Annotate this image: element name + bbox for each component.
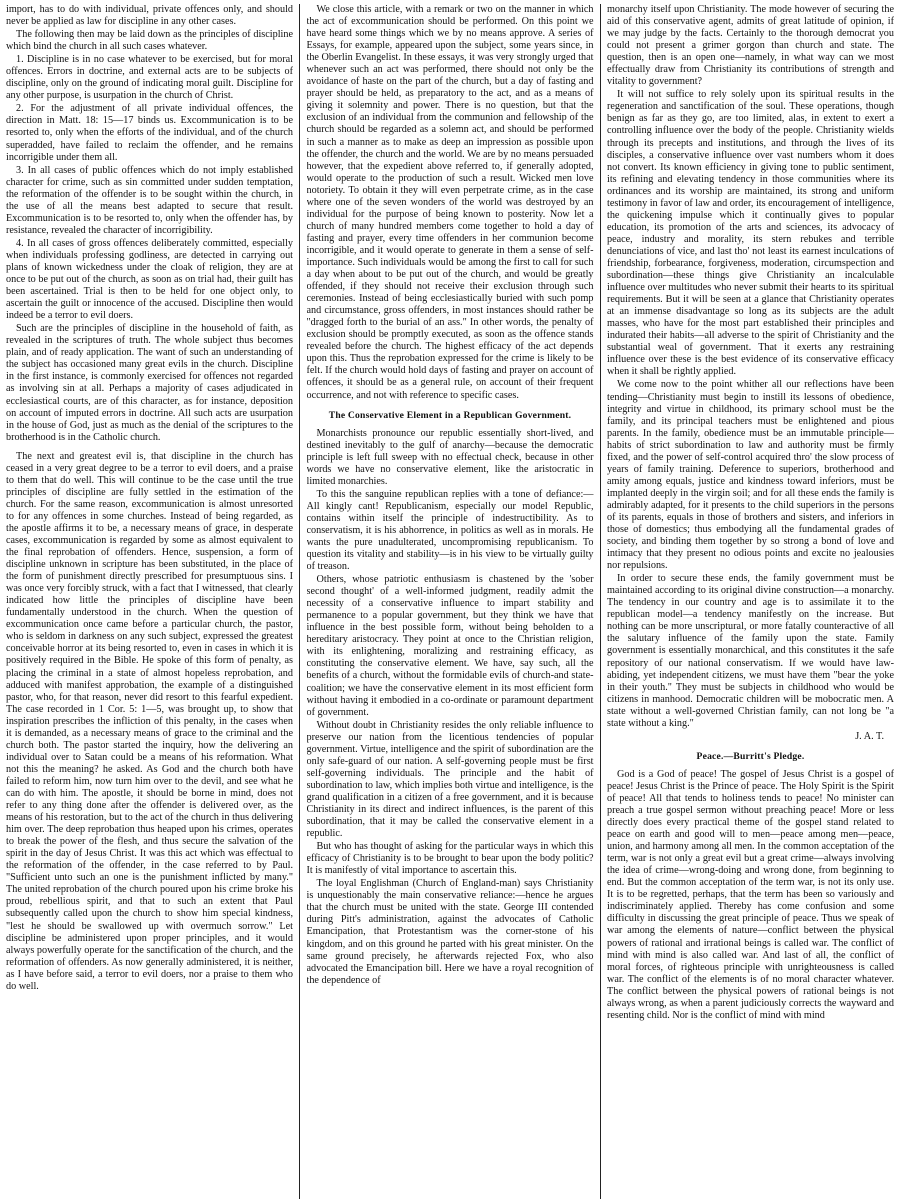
paragraph: import, has to do with individual, private offences only, and should never be applied as law for discipline in any other cases. [6,4,293,28]
paragraph: It will not suffice to rely solely upon its spiritual results in the regeneration and sanctification of the soul. These operations, though benign as far as they go, are too limited, alas, in extent to exert a controlling influence over the body of the people. Christianity wields through its precepts and institutions, and through the lives of its disciples, a conservative influence over vast numbers whom it does not convert. Its known efficiency in giving tone to public sentiment, its refining and elevating tendency in those communities where its ordinances and its worship are maintained, its strong and uniform testimony in favor of law and order, its encouragement of intelligence, the quickening impulse which it continually gives to popular education, its promotion of the arts and sciences, its advocacy of peace, industry and morality, its stern rebukes and terrible denunciations of vice, and last tho' not least its earnest inculcations of friendship, forbearance, forgiveness, moderation, circumspection and subordination—these things give Christianity an incalculable influence over multitudes who never submit their hearts to its spiritual requirements. But it will be seen at a glance that Christianity operates at an immense disadvantage so long as its subjects are the adult masses, who have for the most part established their principles and indurated their habits—all adverse to the spirit of Christianity and the substantial weal of government. That it exerts any restraining influence over these is the best evidence of its conservative efficacy when it shall be rightly applied. [607,89,894,378]
paragraph: The next and greatest evil is, that discipline in the church has ceased in a very great degree to be a terror to evil doers, and a praise to them that do well. This will continue to be the case until the true principles of discipline are fully settled in the estimation of the church. For the same reason, excommunication is almost unresorted to for any offences in some churches. Instead of being regarded, as the apostle affirms it to be, a necessary means of grace, in desperate cases, excommunication is regarded by some as almost equivalent to the final reprobation of offenders. Hence, suspension, a form of discipline unknown in scripture has been substituted, in the place of the form of punishment directly prescribed for presumptuous sins. I was once very forcibly struck, with a fact that I witnessed, that clearly indicated how little the principles of discipline have been fundamentally understood in the church. When the question of excommunication once came before a particular church, the pastor, who is seldom in darkness on any such subject, expressed the greatest conceivable horror at its being resorted to, even in cases in which it is positively required in the Bible. He spoke of this form of penalty, as placing the criminal in a state of almost hopeless reprobation, and adduced with manifest approbation, the example of a distinguished pastor, who, for that reason, never did resort to this fearful expedient. The case recorded in 1 Cor. 5: 1—5, was brought up, to show that inspiration prescribes the infliction of this penalty, in the cases when it is demanded, as a necessary means of grace to the criminal and the church both. The pastor started the inquiry, how the delivering an individual over to Satan could be a means of his reformation. What not this the meaning? he asked. As God and the church both have failed to reform him, now turn him over to the devil, and see what he can do with him. The apostle, it should be borne in mind, does not refer to any thing done after the offender is delivered over, as the means of his restoration, but to the act of the church in thus delivering him over. The deep reprobation thus heaped upon his crimes, operates to break the power of the flesh, and thus secure the salvation of the spirit in the day of Jesus Christ. It was this act which was effectual to the reformation of the offender, in the case referred to by Paul. "Sufficient unto such an one is the punishment inflicted by many." The united reprobation of the church poured upon his crime broke his proud, rebellious spirit, and that to such an extent that Paul subsequently called upon the church to show him special kindness, "lest he should be swallowed up with overmuch sorrow." Let discipline be administered upon proper principles, and it would always powerfully operate for the sanctification of the church, and the reformation of offenders. As now generally administered, it is neither, as I have before said, a terror to evil doers, nor a praise to them who do well. [6,450,293,992]
paragraph: 4. In all cases of gross offences deliberately committed, especially when individuals professing godliness, are detected in carrying out plans of known wickedness under the cloak of religion, they are at once to be put out of the church, as soon as on trial had, their guilt has been ascertained. Trial is then to be held for one object only, to ascertain the guilt or innocence of the accused. Discipline then would indeed be a terror to evil doers. [6,237,293,322]
column-rule [299,4,300,1199]
article-heading: The Conservative Element in a Republican Government. [328,409,572,421]
paragraph: In order to secure these ends, the family government must be maintained according to its original divine construction—a monarchy. The tendency in our country and age is to assimilate it to the republican model—a tendency manifestly on the increase. But nothing can be more unscriptural, or more fatally counteractive of all the salutary influence of the family upon the state. Family government is essentially monarchical, and this constitutes it the safe repository of our national conservatism. If we would have law-abiding, yet independent citizens, we must have them "bear the yoke in their youth." They must be subjects in childhood who would be citizens in manhood. Democratic children will be mobocratic men. A state without a well-governed Christian family, can not long be "a state without a king." [607,573,894,729]
right-column [607,4,894,1199]
paragraph: The loyal Englishman (Church of England-man) says Christianity is unquestionably the main conservative reliance:—hence he argues that the church must be united with the state. George III contended during Pitt's administration, against the advocates of Catholic Emancipation, that Protestantism was the corner-stone of his kingdom, and on this ground he parted with his great minister. On the same ground precisely, he afterwards rejected Fox, who also advocated the Emancipation bill. Here we have a royal recognition of the dependence of [306,878,594,986]
paragraph: Such are the principles of discipline in the household of faith, as revealed in the scriptures of truth. The whole subject thus becomes plain, and of ready application. The want of such an understanding of the subject has occasioned many great evils in the church. Discipline in the first instance, is commonly exercised for offences not regarded as involving sin at all. Perhaps a majority of cases adjudicated in ecclesiastical courts, are of this character, as for instance, deposition on account of imputed errors in doctrine. All such acts are usurpation in the house of God, just as much as the denial of the scriptures to the brotherhood is in the Catholic church. [6,323,293,443]
paragraph: 1. Discipline is in no case whatever to be exercised, but for moral offences. Errors in doctrine, and external acts are to be subjects of discipline, only on the ground of indicating moral guilt. Discipline for any other purpose, is usurpation in the church of Christ. [6,54,293,102]
paragraph: But who has thought of asking for the particular ways in which this efficacy of Christianity is to be brought to bear upon the body politic? It is manifestly of vital importance to ascertain this. [306,841,594,877]
paragraph: To this the sanguine republican replies with a tone of defiance:—All kingly cant! Republicanism, especially our model Republic, contains within itself the principle of indestructibility. As to conservatism, it is his abhorrence, in politics as well as in morals. He wants the pure unadulterated, uncompromising republicanism. To question its vitality and stability—is in his view to be virtually guilty of treason. [306,488,594,573]
paragraph: Others, whose patriotic enthusiasm is chastened by the 'sober second thought' of a well-informed judgment, readily admit the necessity of a conservative influence to impart stability and permanence to a popular government, but they think we have that influence in the best possible form, without being beholden to a hereditary aristocracy. They point at once to the Christian religion, with its enlightening, moralizing and restraining efficacy, as constituting the conservative element. We have, say such, all the benefits of a church, without the formidable evils of church-and state-coalition; we have the conservative element in its most efficient form without having it embodied in a co-ordinate or paramount department of government. [306,574,594,718]
author-signature: J. A. T. [855,730,884,742]
middle-column [307,4,594,1199]
left-column [6,4,293,1199]
paragraph: monarchy itself upon Christianity. The mode however of securing the aid of this conservative agent, admits of great latitude of opinion, if we may judge by the facts. Certainly to the thorough democrat you could not present a grimer gorgon than church and state. The question, then is an open one—namely, in what way can we most effectually draw from Christianity its contributions of strength and vitality to government? [607,4,894,88]
paragraph: We close this article, with a remark or two on the manner in which the act of excommunication should be performed. On this point we have heard some things which we by no means approve. A series of Essays, for example, appeared upon the subject, some years since, in the Oberlin Evangelist. In these essays, it was very strongly urged that whenever such an act was performed, there should not only be the avoidance of haste on the part of the church, but a day of fasting and prayer should be held, as preparatory to the act, and as a means of giving it solemnity and power. There is no question, but that the exclusion of an individual from the communion and fellowship of the church should be regarded as a solemn act, and should be performed in such a manner as to make as deep an impression as possible upon the offender, the church and the world. We are by no means persuaded however, that the expedient above referred to, if generally adopted, would operate to the production of such a result. Wicked men love notoriety. To obtain it they will even perpetrate crime, as in the case where one of the seven wonders of the world was destroyed by an individual for the purpose of being known to posterity. Now let a church of many hundred members come together to hold a day of fasting and prayer, every time offenders in her communion become incorrigible, and it would operate to generate in them a sense of self-importance. Such individuals would be among the first to call for such a day when about to be put out of the church, and would be greatly offended, if they should not receive their exclusion through such ceremonies. Instead of being ecclesiastically buried with such pomp and circumstance, gross offenders, in most instances should rather be "dragged forth to the burial of an ass." In other words, the penalty of exclusion should be promptly executed, as soon as the offence stands revealed before the church. The highest efficacy of the act depends upon this. Thus the reprobation expressed for the crime is likely to be felt. If the church would hold days of fasting and prayer on account of offences, it should be as a general rule, on account of their frequent occurrence, and not with reference to specific cases. [306,4,594,401]
paragraph: 3. In all cases of public offences which do not imply established character for crime, such as sin committed under sudden temptation, the reformation of the offender is to be sought within the church, in the use of all the means best adapted to secure that result. Excommunication is to be resorted to, only when the offender has, by resistance, revealed the character of incorrigibility. [6,164,293,236]
paragraph: 2. For the adjustment of all private individual offences, the direction in Matt. 18: 15—17 binds us. Excommunication is to be resorted to, only when the efforts of the individual, and of the church superadded, have failed to reclaim the offender, and he remains incorrigible under them all. [6,103,293,163]
article-heading: Peace.—Burritt's Pledge. [696,750,805,762]
paragraph: We come now to the point whither all our reflections have been tending—Christianity must begin to instill its lessons of obedience, integrity and virtue in childhood, its primary school must be the family, and its principal teachers must be enlightened and pious parents. In the family, obedience must be an immutable principle—habits of strict subordination to law and authority must be firmly fixed, and the power of self-control acquired thro' the slow process of years of family training. Deference to superiors, brotherhood and amity among equals, justice and kindness toward inferiors, must be implanted deeply in the virgin soil; and for all these ends the family is admirably adapted, for it presents to the child superiors in the persons of its parents, equals in those of brothers and sisters, and inferiors in those of domestics; thus embodying all the fundamental grades of society, and binding them together by so strong a bond of love and intimacy that they present no odious points and excite no jealousies nor repulsions. [607,379,894,572]
paragraph: God is a God of peace! The gospel of Jesus Christ is a gospel of peace! Jesus Christ is the Prince of peace. The Holy Spirit is the Spirit of peace! All that tends to holiness tends to peace! No minister can preach a true gospel sermon without preaching peace! More or less directly does every practical theme of the gospel stand related to peace on earth and good will to men—peace among men—peace, union, and harmony among all men. In the common acceptation of the term, war is not only a great evil but a great crime—always involving the idea of crime—wrong-doing and wrong done, from beginning to end. But the common acceptation of the term war, is not its only use. It is to be regretted, perhaps, that the term has been so variously and indiscriminately applied. Thereby has come confusion and some difficulty in discussing the great principle of peace. Thus we speak of war among the elements of nature—conflict between the physical powers of rational and irrational beings is called war. The conflict of mind with mind is also called war. And last of all, the conflict of moral forces, of righteous principle with unrighteousness is called war. The conflict of the elements is of no moral character whatever. The conflict between the physical powers of rational beings is not always wrong, as when a parent judiciously corrects the wayward and resenting child. Nor is the conflict of mind with mind [607,768,894,1021]
newspaper-page [6,4,894,1199]
paragraph: Monarchists pronounce our republic essentially short-lived, and destined inevitably to the gulf of anarchy—because the democratic principle is left full sweep with no effectual check, because in other words we have no conservative element, like the aristocratic in limited monarchies. [306,427,594,487]
paragraph: The following then may be laid down as the principles of discipline which bind the church in all such cases whatever. [6,29,293,53]
column-rule [600,4,601,1199]
paragraph: Without doubt in Christianity resides the only reliable influence to preserve our nation from the licentious tendencies of popular government. Virtue, intelligence and the spirit of subordination are the only safe-guard of our nation. A self-governing people must be first self-governing individuals. The principle and the habit of subordination to law, which implies both virtue and intelligence, is the grand qualification in a citizen of a free government, and it is because Christianity in its direct and indirect influences, is the parent of this subordination, that it may be called the conservative element in a republic. [306,719,594,840]
